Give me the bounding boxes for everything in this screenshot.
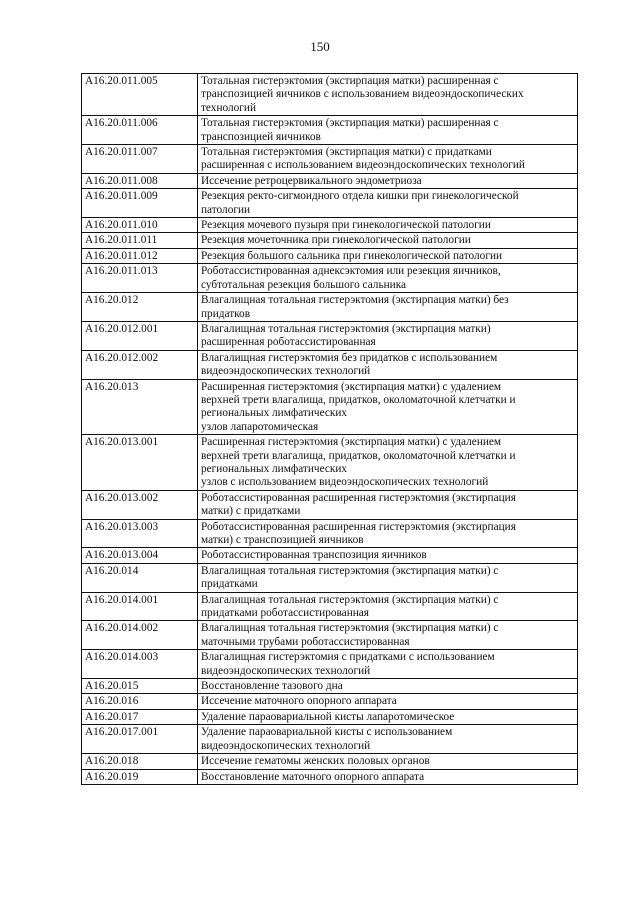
procedure-name: Тотальная гистерэктомия (экстирпация матки) с придатками расширенная с использованием видеоэндоскопических технологий [198,145,578,174]
procedure-name: Влагалищная гистерэктомия без придатков с использованием видеоэндоскопических технологий [198,350,578,379]
procedure-code: A16.20.018 [82,754,198,769]
page-number: 150 [310,39,330,54]
procedure-name: Расширенная гистерэктомия (экстирпация матки) с удалением верхней трети влагалища, придатков, околоматочной клетчатки и региональных лимфатических узлов с использованием видеоэндоскопических технологий [198,435,578,491]
procedure-codes-table [81,73,578,785]
table-row [82,694,578,709]
procedure-name: Иссечение ретроцервикального эндометриоза [198,173,578,188]
procedure-code: A16.20.012.001 [82,321,198,350]
procedure-code: A16.20.014.002 [82,621,198,650]
procedure-code: A16.20.019 [82,769,198,784]
table-row [82,218,578,233]
procedure-code: A16.20.016 [82,694,198,709]
table-row [82,650,578,679]
procedure-code: A16.20.015 [82,679,198,694]
procedure-code: A16.20.014.003 [82,650,198,679]
procedure-name: Влагалищная тотальная гистерэктомия (экстирпация матки) с придатками роботассистированная [198,592,578,621]
procedure-code: A16.20.014.001 [82,592,198,621]
procedure-code: A16.20.011.008 [82,173,198,188]
table-row [82,435,578,491]
procedure-code: A16.20.011.007 [82,145,198,174]
procedure-name: Тотальная гистерэктомия (экстирпация матки) расширенная с транспозицией яичников с использованием видеоэндоскопических технологий [198,74,578,116]
table-row [82,145,578,174]
procedure-name: Расширенная гистерэктомия (экстирпация матки) с удалением верхней трети влагалища, придатков, околоматочной клетчатки и региональных лимфатических узлов лапаротомическая [198,379,578,435]
table-row [82,173,578,188]
procedure-name: Удаление параовариальной кисты лапаротомическое [198,709,578,724]
procedure-name: Влагалищная тотальная гистерэктомия (экстирпация матки) с придатками [198,563,578,592]
procedure-code: A16.20.017 [82,709,198,724]
procedure-code: A16.20.013 [82,379,198,435]
table-row [82,74,578,116]
procedure-code: A16.20.011.012 [82,248,198,263]
table-row [82,563,578,592]
procedure-code: A16.20.014 [82,563,198,592]
procedure-code: A16.20.013.004 [82,548,198,563]
table-row [82,679,578,694]
procedure-code: A16.20.012.002 [82,350,198,379]
procedure-name: Восстановление тазового дна [198,679,578,694]
procedure-name: Тотальная гистерэктомия (экстирпация матки) расширенная с транспозицией яичников [198,116,578,145]
procedure-code: A16.20.011.009 [82,189,198,218]
table-row [82,754,578,769]
table-row [82,621,578,650]
table-row [82,548,578,563]
table-body [82,74,578,785]
procedure-name: Роботассистированная транспозиция яичников [198,548,578,563]
table-row [82,248,578,263]
table-row [82,379,578,435]
procedure-name: Иссечение маточного опорного аппарата [198,694,578,709]
table-row [82,233,578,248]
procedure-name: Роботассистированная аднексэктомия или резекция яичников, субтотальная резекция большого сальника [198,264,578,293]
table-row [82,592,578,621]
table-row [82,490,578,519]
table-row [82,519,578,548]
procedure-name: Удаление параовариальной кисты с использованием видеоэндоскопических технологий [198,725,578,754]
table-row [82,725,578,754]
procedure-name: Восстановление маточного опорного аппарата [198,769,578,784]
procedure-name: Резекция большого сальника при гинекологической патологии [198,248,578,263]
procedure-name: Иссечение гематомы женских половых органов [198,754,578,769]
table-row [82,116,578,145]
procedure-name: Влагалищная тотальная гистерэктомия (экстирпация матки) расширенная роботассистированная [198,321,578,350]
procedure-code: A16.20.013.002 [82,490,198,519]
table-row [82,264,578,293]
procedure-name: Влагалищная тотальная гистерэктомия (экстирпация матки) с маточными трубами роботассистированная [198,621,578,650]
procedure-name: Резекция ректо-сигмоидного отдела кишки при гинекологической патологии [198,189,578,218]
procedure-code: A16.20.012 [82,293,198,322]
procedure-code: A16.20.011.005 [82,74,198,116]
procedure-code: A16.20.011.011 [82,233,198,248]
procedure-name: Резекция мочевого пузыря при гинекологической патологии [198,218,578,233]
table-row [82,189,578,218]
procedure-name: Влагалищная тотальная гистерэктомия (экстирпация матки) без придатков [198,293,578,322]
procedure-code: A16.20.017.001 [82,725,198,754]
table-row [82,769,578,784]
procedure-code: A16.20.013.003 [82,519,198,548]
procedure-name: Роботассистированная расширенная гистерэктомия (экстирпация матки) с придатками [198,490,578,519]
table-row [82,709,578,724]
procedure-code: A16.20.011.010 [82,218,198,233]
procedure-code: A16.20.011.006 [82,116,198,145]
table-row [82,350,578,379]
procedure-code: A16.20.011.013 [82,264,198,293]
table-row [82,321,578,350]
table-row [82,293,578,322]
procedure-name: Резекция мочеточника при гинекологической патологии [198,233,578,248]
procedure-name: Влагалищная гистерэктомия с придатками с использованием видеоэндоскопических технологий [198,650,578,679]
procedure-code: A16.20.013.001 [82,435,198,491]
procedure-name: Роботассистированная расширенная гистерэктомия (экстирпация матки) с транспозицией яичников [198,519,578,548]
